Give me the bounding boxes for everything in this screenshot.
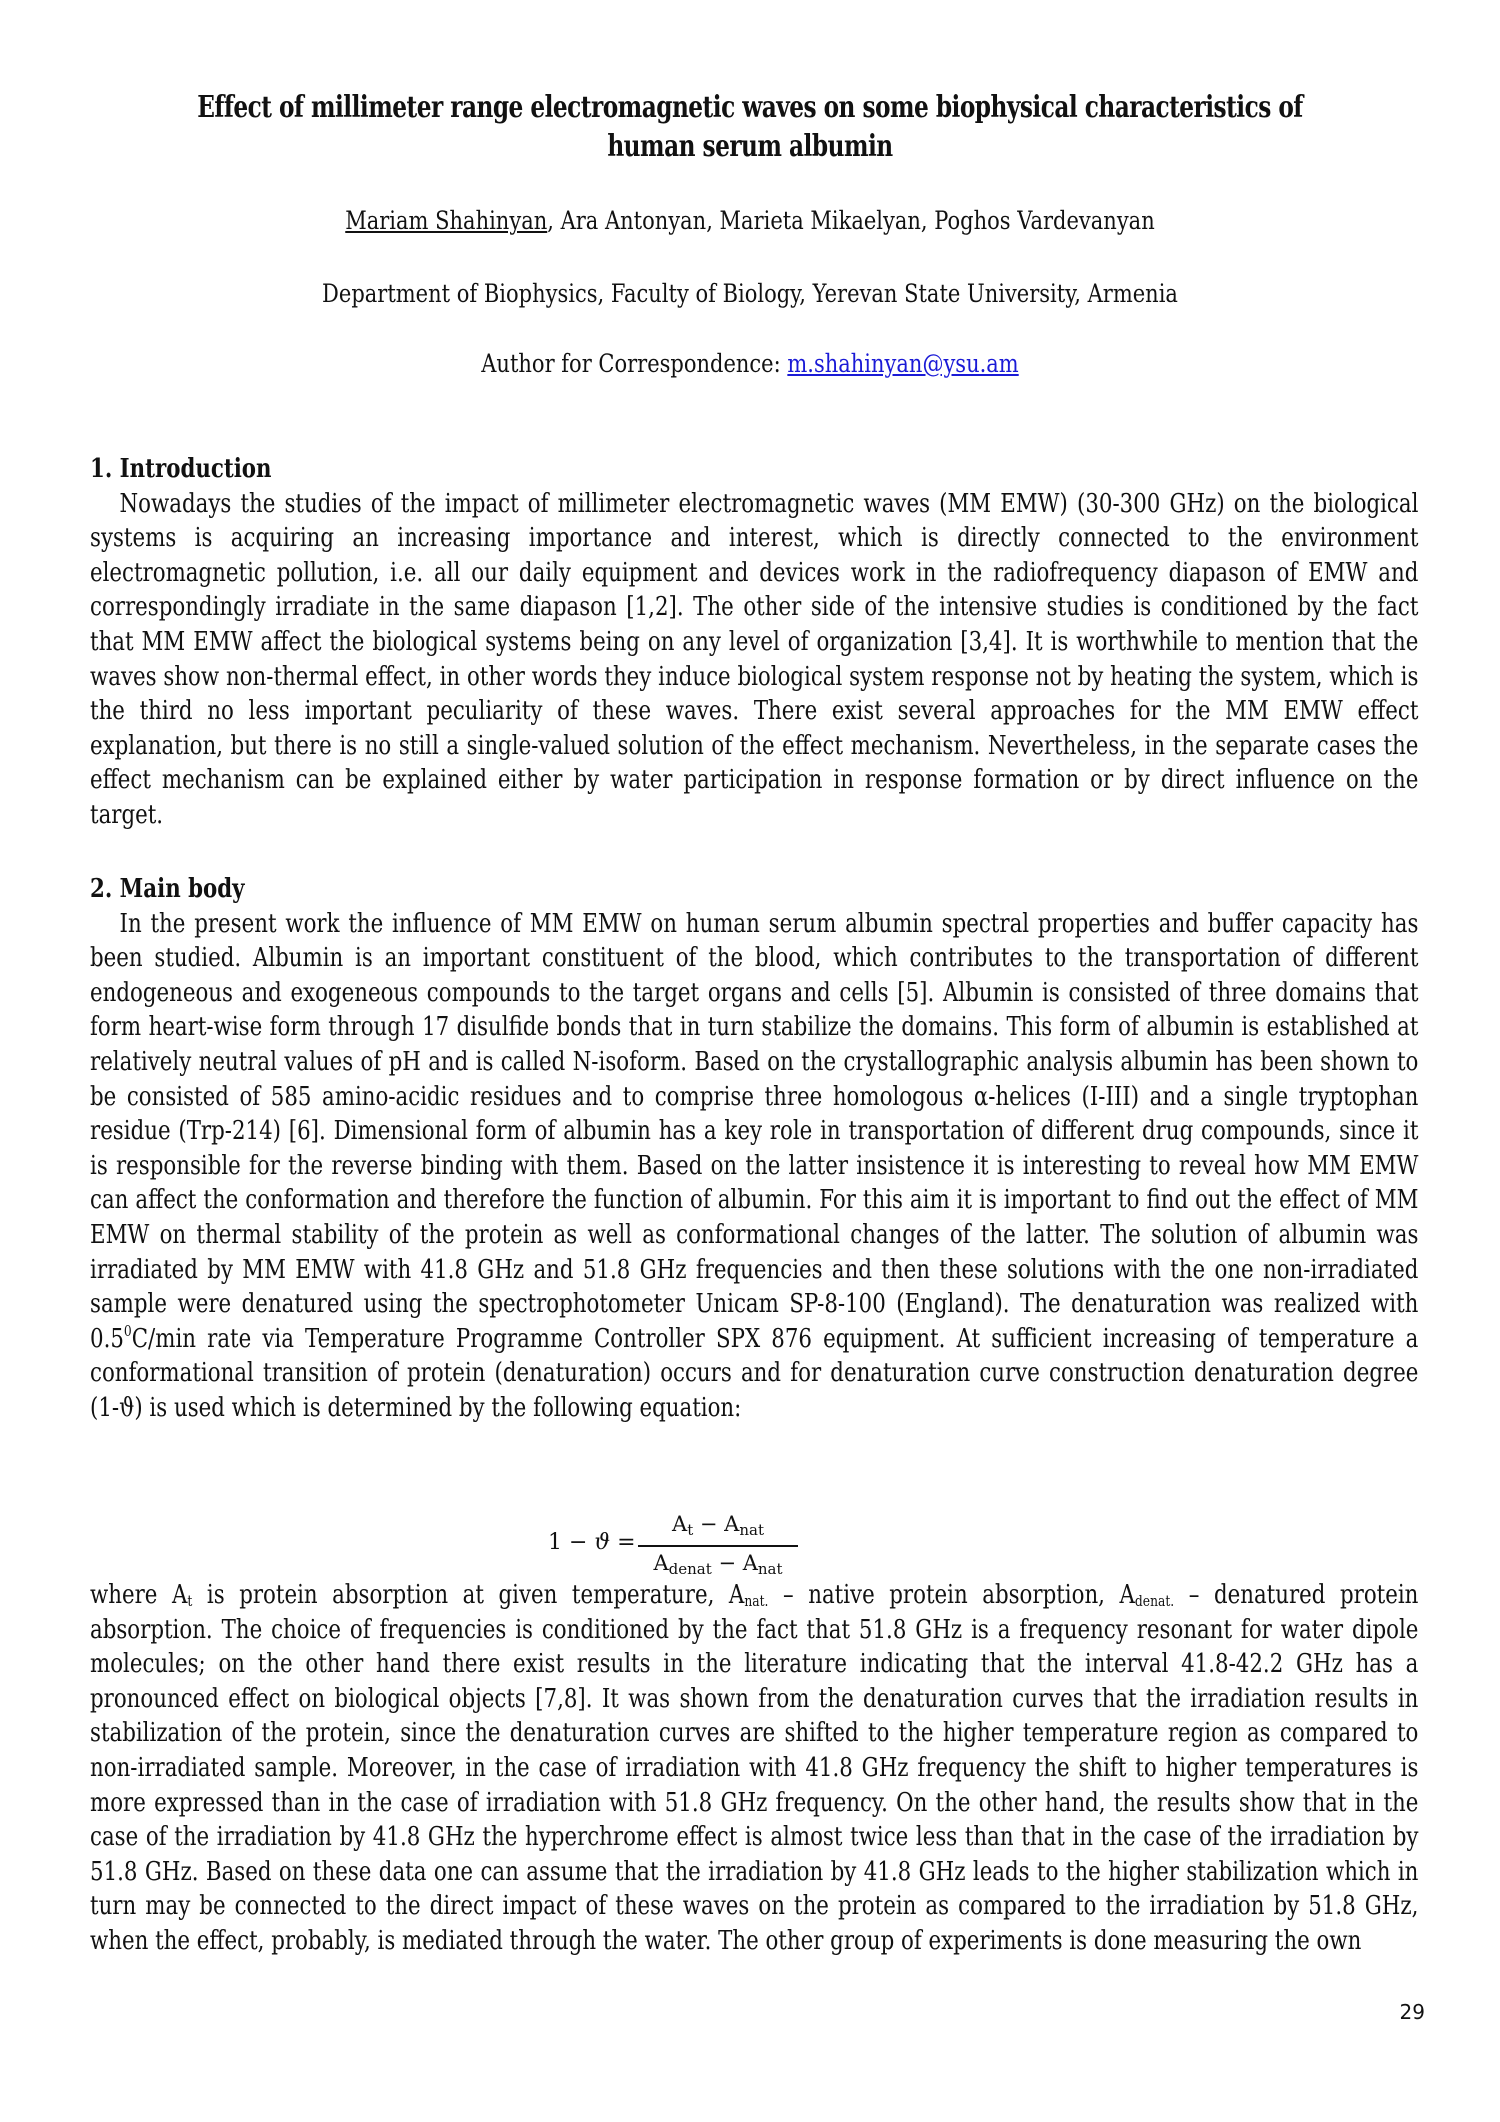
corresponding-author: Mariam Shahinyan: [345, 206, 548, 235]
eq-subscript: nat: [739, 1521, 764, 1539]
paragraph-text: – native protein absorption, A: [768, 1580, 1135, 1610]
page-number: 29: [1399, 2000, 1425, 2024]
degree-superscript: 0: [123, 1321, 132, 1340]
affiliation: Department of Biophysics, Faculty of Biology, Yerevan State University, Armenia: [322, 279, 1178, 308]
paragraph-text: In the present work the influence of MM EMW on human serum albumin spectral properties and buffer capacity has been studied. Albumin is an important constituent of the blood, which contributes to the transportation of different endogeneous and exogeneous compounds to the target organs and cells [5]. Albumin is consisted of three domains that form heart-wise form through 17 disulfide bonds that in turn stabilize the domains. This form of albumin is established at relatively neutral values of pH and is called N-isoform. Based on the crystallographic analysis albumin has been shown to be consisted of 585 amino-acidic residues and to comprise three homologous: [90, 908, 1419, 1112]
section-paragraph: [90, 1578, 1418, 1959]
subscript: nat.: [744, 1592, 769, 1610]
section-paragraph: [90, 907, 1418, 1426]
theta-symbol: ϑ: [594, 1530, 611, 1555]
paper-title: Effect of millimeter range electromagnetic waves on some biophysical characteristics of human serum albumin: [197, 90, 1303, 164]
paragraph-text: where A: [90, 1580, 188, 1610]
equation-numerator: [638, 1510, 798, 1544]
equation-fraction: [638, 1510, 798, 1583]
paragraph-text: C/min rate via Temperature Programme Controller SPX 876 equipment. At sufficient increasing of temperature a conformational transition of protein (denaturation) occurs and for denaturation curve construction denaturation degree (1-ϑ) is used which is determined by the following equation:: [90, 1323, 1419, 1423]
section-introduction: [90, 452, 1418, 833]
section-main-body: [90, 872, 1418, 1426]
equation-one-minus: 1 −: [548, 1530, 595, 1555]
denaturation-equation: [540, 1510, 840, 1580]
subscript: t: [187, 1592, 193, 1610]
eq-term: − A: [711, 1551, 758, 1575]
paragraph-text: -helices (I-III) and a single tryptophan residue (Trp-214) [6]. Dimensional form of albumin has a key role in transportation of different drug compounds, since it is responsible for the reverse binding with them. Based on the latter insistence it is interesting to reveal how MM EMW can affect the conformation and therefore the function of albumin. For this aim it is important to find out the effect of MM EMW on thermal stability of the protein as well as conformational changes of the latter. The solution of albumin was irradiated by MM EMW with 41.8 GHz and 51.8 GHz frequencies and then these solutions with the one non-irradiated sample were denatured using the spectrophotometer Unicam SP-8-100 (England). The denaturation was realized with 0.5: [90, 1081, 1419, 1354]
fraction-bar: [638, 1545, 798, 1547]
eq-subscript: denat: [668, 1560, 712, 1578]
section-heading: 2. Main body: [90, 874, 245, 904]
eq-subscript: nat: [757, 1560, 783, 1578]
author-list: [187, 205, 1313, 237]
co-authors: , Ara Antonyan, Marieta Mikaelyan, Poghos Vardevanyan: [547, 206, 1155, 235]
eq-term: A: [653, 1551, 669, 1575]
alpha-symbol: α: [973, 1081, 989, 1112]
correspondence-label: Author for Correspondence:: [481, 349, 788, 378]
subscript: denat.: [1134, 1592, 1175, 1610]
correspondence-line: [187, 348, 1313, 380]
equals-sign: =: [610, 1530, 636, 1555]
email-link[interactable]: m.shahinyan@ysu.am: [787, 349, 1019, 378]
equation-lhs: [548, 1530, 636, 1555]
eq-term: A: [672, 1512, 688, 1536]
paragraph-text: – denatured protein absorption. The choice of frequencies is conditioned by the fact that 51.8 GHz is a frequency resonant for water dipole molecules; on the other hand there exist results in the literature indicating that the interval 41.8-42.2 GHz has a pronounced effect on biological objects [7,8]. It was shown from the denaturation curves that the irradiation results in stabilization of the protein, since the denaturation curves are shifted to the higher temperature region as compared to non-irradiated sample. Moreover, in the case of irradiation with 41.8 GHz frequency the shift to higher temperatures is more expressed than in the case of irradiation with 51.8 GHz frequency. On the other hand, the results show that in the case of the irradiation by 41.8 GHz the hyperchrome effect is almost twice less than that in the case of the irradiation by 51.8 GHz. Based on these data one can assume that the irradiation by 41.8 GHz leads to the higher stabilization which in turn may be connected to the direct impact of these waves on the protein as compared to the irradiation by 51.8 GHz, when the effect, probably, is mediated through the water. The other group of experiments is done measuring the own: [90, 1580, 1419, 1956]
section-paragraph: Nowadays the studies of the impact of millimeter electromagnetic waves (MM EMW) (30-300 GHz) on the biological systems is acquiring an increasing importance and interest, which is directly connected to the environment electromagnetic pollution, i.e. all our daily equipment and devices work in the radiofrequency diapason of EMW and correspondingly irradiate in the same diapason [1,2]. The other side of the intensive studies is conditioned by the fact that MM EMW affect the biological systems being on any level of organization [3,4]. It is worthwhile to mention that the waves show non-thermal effect, in other words they induce biological system response not by heating the system, which is the third no less important peculiarity of these waves. There exist several approaches for the MM EMW effect explanation, but there is no still a single-valued solution of the effect mechanism. Nevertheless, in the separate cases the effect mechanism can be explained either by water participation in response formation or by direct influence on the target.: [90, 488, 1419, 830]
eq-term: − A: [693, 1512, 740, 1536]
section-results-text: [90, 1578, 1418, 1959]
paragraph-text: is protein absorption at given temperature, A: [192, 1580, 745, 1610]
eq-subscript: t: [687, 1521, 694, 1539]
section-heading: 1. Introduction: [90, 454, 272, 484]
